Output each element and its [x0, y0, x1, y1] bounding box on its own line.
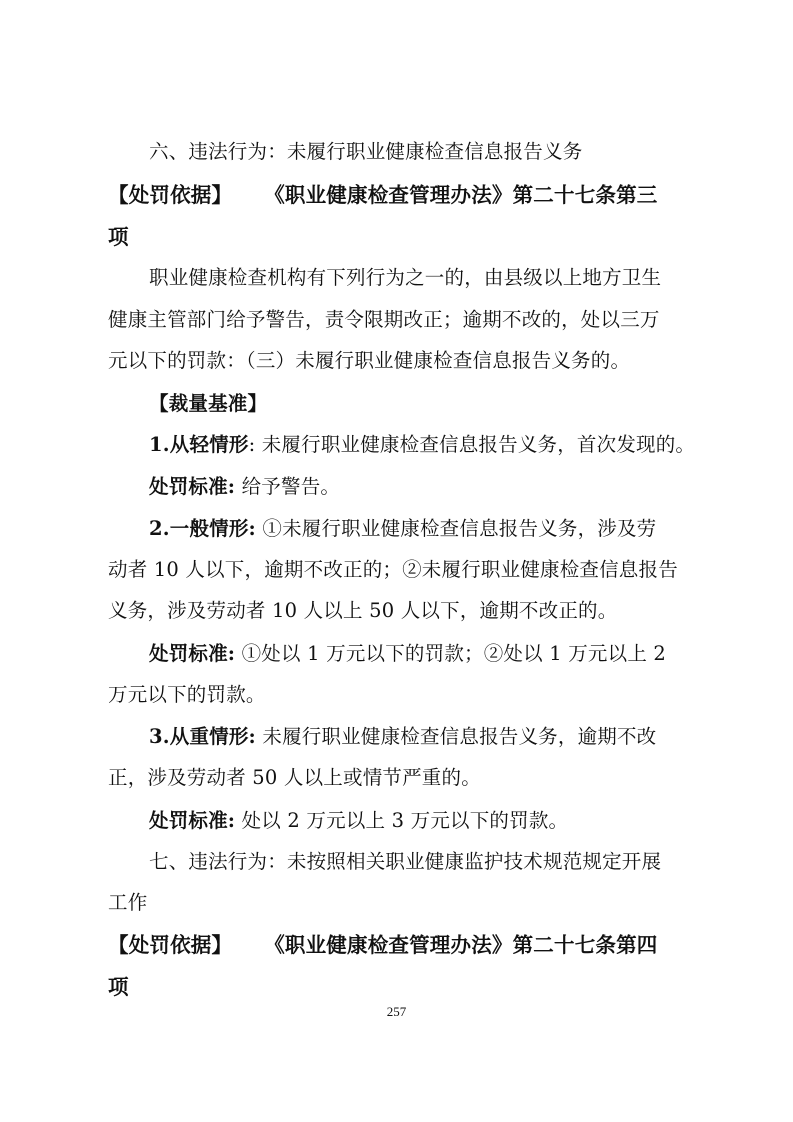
general-case: [108, 514, 734, 544]
standard-label: 处罚标准:: [149, 475, 236, 498]
general-case-standard-cont: [108, 680, 693, 710]
light-case-text: : 未履行职业健康检查信息报告义务，首次发现的。: [248, 433, 696, 456]
violation-heading-text: 工作: [108, 891, 148, 914]
standard-label: 处罚标准:: [149, 642, 236, 665]
basis-text-cont: 项: [108, 225, 129, 249]
heavy-case-text: 正，涉及劳动者 50 人以上或情节严重的。: [108, 766, 481, 789]
basis-text: 《职业健康检查管理办法》第二十七条第三: [264, 183, 658, 207]
basis-body-line: [108, 305, 693, 335]
heavy-case-text: 未履行职业健康检查信息报告义务，逾期不改: [262, 725, 657, 748]
light-case: [108, 430, 734, 460]
basis-label: 【处罚依据】: [108, 183, 233, 207]
discretion-label: 【裁量基准】: [149, 392, 268, 415]
penalty-basis-heading: [108, 180, 693, 210]
penalty-basis-heading: [108, 930, 693, 960]
heavy-case: [108, 722, 734, 752]
general-case-cont: [108, 596, 693, 626]
general-case-cont: [108, 555, 693, 585]
standard-text: ①处以 1 万元以下的罚款；②处以 1 万元以上 2: [241, 642, 667, 665]
basis-body-line: [108, 263, 734, 293]
basis-text: 《职业健康检查管理办法》第二十七条第四: [264, 933, 658, 957]
standard-text: 万元以下的罚款。: [108, 683, 266, 706]
light-case-standard: [108, 472, 734, 502]
general-case-text: 动者 10 人以下，逾期不改正的；②未履行职业健康检查信息报告: [108, 558, 678, 581]
heavy-case-cont: [108, 763, 693, 793]
heavy-case-standard: [108, 806, 734, 836]
light-case-label: 1.从轻情形: [149, 433, 249, 456]
standard-text: 给予警告。: [241, 475, 341, 498]
violation-heading-7: [108, 847, 734, 877]
violation-heading-text: 七、违法行为：未按照相关职业健康监护技术规范规定开展: [149, 850, 662, 873]
discretion-heading: [108, 389, 734, 419]
penalty-basis-heading-cont: [108, 222, 693, 252]
violation-heading-7-cont: [108, 888, 693, 918]
heavy-case-label: 3.从重情形:: [149, 725, 256, 748]
standard-label: 处罚标准:: [149, 809, 236, 832]
basis-body-text: 元以下的罚款：（三）未履行职业健康检查信息报告义务的。: [108, 349, 631, 372]
penalty-basis-heading-cont: [108, 972, 693, 1002]
basis-body-text: 健康主管部门给予警告，责令限期改正；逾期不改的，处以三万: [108, 308, 660, 331]
violation-heading-text: 六、违法行为：未履行职业健康检查信息报告义务: [149, 140, 583, 163]
standard-text: 处以 2 万元以上 3 万元以下的罚款。: [241, 809, 569, 832]
violation-heading-6: [108, 137, 734, 167]
basis-text-cont: 项: [108, 975, 129, 999]
basis-label: 【处罚依据】: [108, 933, 233, 957]
general-case-standard: [108, 639, 734, 669]
general-case-text: ①未履行职业健康检查信息报告义务，涉及劳: [262, 517, 657, 540]
page-number: 257: [386, 1004, 407, 1019]
basis-body-line: [108, 346, 693, 376]
general-case-label: 2.一般情形:: [149, 517, 256, 540]
basis-body-text: 职业健康检查机构有下列行为之一的，由县级以上地方卫生: [149, 266, 662, 289]
general-case-text: 义务，涉及劳动者 10 人以上 50 人以下，逾期不改正的。: [108, 599, 618, 622]
